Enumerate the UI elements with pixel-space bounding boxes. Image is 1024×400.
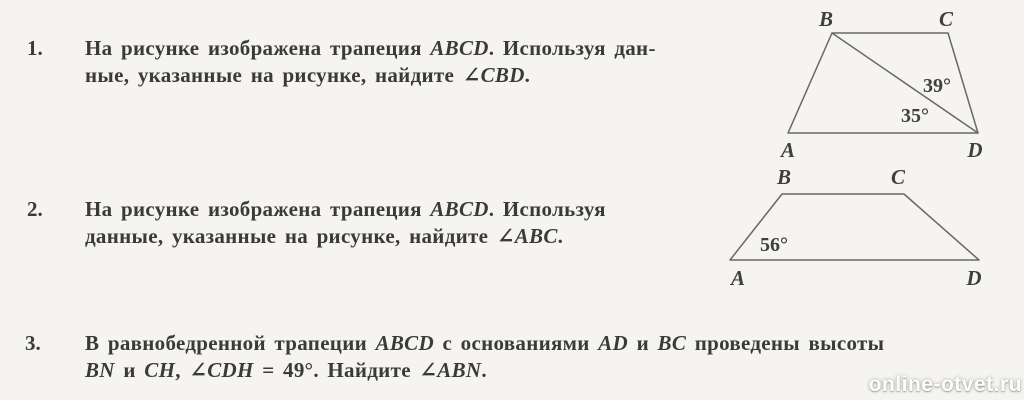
text-segment: и <box>114 358 145 382</box>
text-segment: и <box>628 331 658 355</box>
text-segment: проведены высоты <box>686 331 885 355</box>
math-notation: CH <box>144 358 176 382</box>
text-segment: , <box>175 358 190 382</box>
math-notation: ABCD <box>430 36 489 60</box>
vertex-label-c: C <box>890 165 906 189</box>
math-notation: ∠ABN <box>419 358 482 382</box>
vertex-label-a: A <box>730 266 746 290</box>
text-segment: На рисунке изображена трапеция <box>85 36 431 60</box>
problem-1-line-1 <box>85 35 656 62</box>
watermark-site-url: online-otvet.ru <box>868 373 1022 396</box>
problem-2-line-1 <box>85 196 606 223</box>
figure-trapezoid-2 <box>700 160 1024 295</box>
math-notation: ABCD <box>430 197 489 221</box>
problem-3-text <box>85 330 884 384</box>
vertex-label-a: A <box>780 138 796 160</box>
problem-2-number: 2. <box>27 197 43 221</box>
vertex-label-b: B <box>776 165 792 189</box>
figure-trapezoid-1 <box>760 0 1024 160</box>
problem-3-line-1 <box>85 330 884 357</box>
text-segment: В равнобедренной трапеции <box>85 331 376 355</box>
problem-1-text <box>85 35 656 89</box>
problem-3-line-2 <box>85 357 884 384</box>
problem-2-line-2 <box>85 223 606 250</box>
math-notation: ABCD <box>375 331 434 355</box>
angle-value-35: 35° <box>901 105 929 127</box>
vertex-label-b: B <box>818 7 834 31</box>
math-notation: ∠ABC <box>496 224 558 248</box>
problem-1-number: 1. <box>27 36 43 60</box>
math-notation: ∠CDH <box>189 358 254 382</box>
vertex-label-c: C <box>938 7 954 31</box>
text-segment: . Используя дан- <box>488 36 656 60</box>
vertex-label-d: D <box>966 266 982 290</box>
text-segment: данные, указанные на рисунке, найдите <box>85 224 497 248</box>
vertex-label-d: D <box>967 138 983 160</box>
text-segment: . Используя <box>488 197 606 221</box>
text-segment: ные, указанные на рисунке, найдите <box>85 63 463 87</box>
problem-2-text <box>85 196 606 250</box>
text-segment: На рисунке изображена трапеция <box>85 197 431 221</box>
problem-1-line-2 <box>85 62 656 89</box>
text-segment: . <box>481 358 487 382</box>
angle-value-39: 39° <box>923 75 951 97</box>
math-notation: ∠CBD <box>462 63 525 87</box>
math-notation: AD <box>598 331 629 355</box>
text-segment: . <box>524 63 531 87</box>
text-segment: с основаниями <box>433 331 599 355</box>
text-segment: . <box>557 224 564 248</box>
text-segment: = 49°. Найдите <box>253 358 420 382</box>
math-notation: BC <box>657 331 687 355</box>
math-notation: BN <box>85 358 115 382</box>
angle-value-56: 56° <box>760 234 788 256</box>
problem-3-number: 3. <box>25 331 41 355</box>
